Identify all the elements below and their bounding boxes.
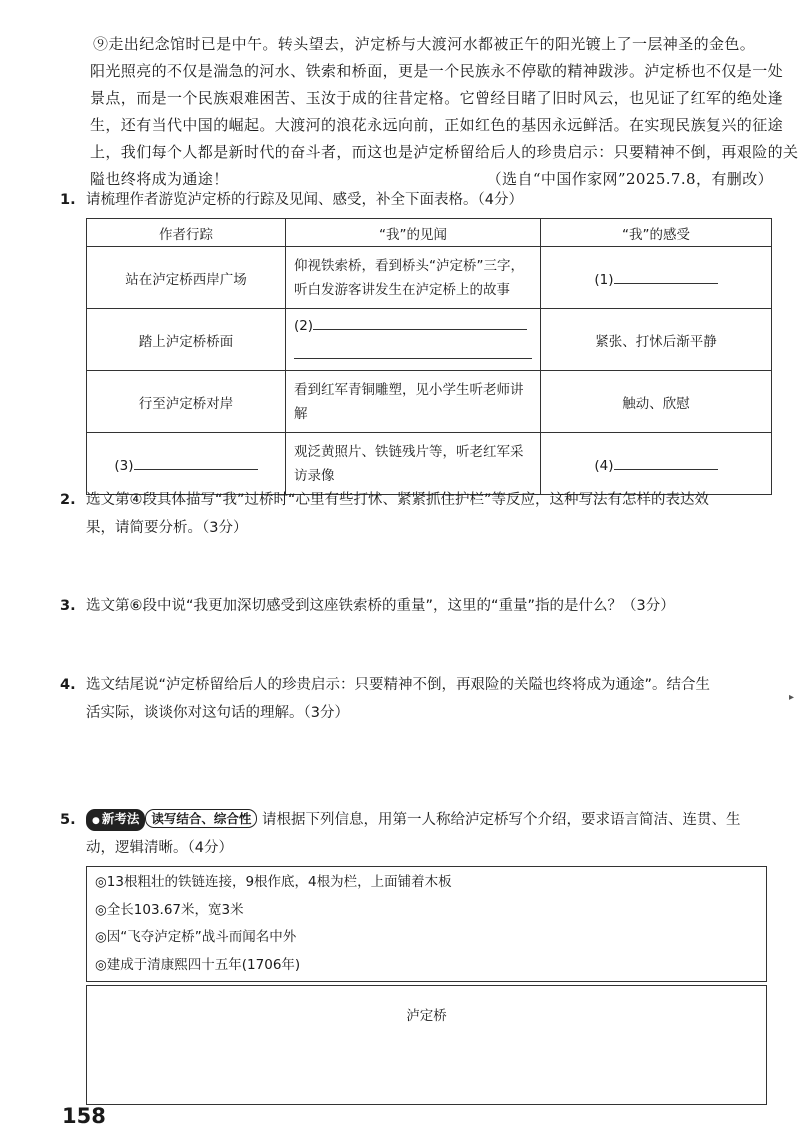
answer-blank[interactable] <box>313 313 527 330</box>
table-cell: 踏上泸定桥桥面 <box>87 309 286 371</box>
passage-source: （选自“中国作家网”2025.7.8，有删改） <box>486 170 773 188</box>
blank-label: (2) <box>293 317 314 334</box>
passage-line: 生，还有当代中国的崛起。大渡河的浪花永远向前，正如红色的基因永远鲜活。在实现民族复兴的征途 <box>90 116 784 134</box>
blank-label: (4) <box>594 458 614 474</box>
question-number: 4. <box>60 677 76 693</box>
question-3 <box>60 592 772 620</box>
question-text: 活实际，谈谈你对这句话的理解。（3分） <box>86 705 349 721</box>
question-text: 选文结尾说“泸定桥留给后人的珍贵启示：只要精神不倒，再艰险的关隘也终将成为通途”。结合生 <box>86 677 711 693</box>
table-cell: 站在泸定桥西岸广场 <box>87 247 286 309</box>
edge-mark: ▸ <box>789 692 795 703</box>
table-cell: 行至泸定桥对岸 <box>87 371 286 433</box>
info-item: ◎因“飞夺泸定桥”战斗而闻名中外 <box>95 929 297 945</box>
answer-blank[interactable] <box>134 453 258 470</box>
table-header: “我”的感受 <box>540 219 771 247</box>
table-header: “我”的见闻 <box>285 219 540 247</box>
answer-box-title: 泸定桥 <box>406 1008 447 1024</box>
skill-tag: 读写结合、综合性 <box>145 809 257 828</box>
question-number: 5. <box>60 812 76 828</box>
question-number: 2. <box>60 492 76 508</box>
question-number: 1. <box>60 192 76 208</box>
writing-answer-box[interactable] <box>86 985 767 1105</box>
table-header-row <box>87 219 772 247</box>
passage-line: 上，我们每个人都是新时代的奋斗者，而这也是泸定桥留给后人的珍贵启示：只要精神不倒，再艰险的关 <box>90 143 799 161</box>
question-number: 3. <box>60 598 76 614</box>
table-row <box>87 371 772 433</box>
info-item: ◎13根粗壮的铁链连接，9根作底，4根为栏，上面铺着木板 <box>95 874 452 890</box>
table-cell: 触动、欣慰 <box>540 371 771 433</box>
passage-line: ⑨走出纪念馆时已是中午。转头望去，泸定桥与大渡河水都被正午的阳光镀上了一层神圣的金色。 <box>93 35 756 53</box>
itinerary-table <box>86 218 772 495</box>
table-row <box>87 247 772 309</box>
info-item: ◎建成于清康熙四十五年(1706年) <box>95 956 301 973</box>
question-text: 请根据下列信息，用第一人称给泸定桥写个介绍，要求语言简洁、连贯、生 <box>262 812 741 828</box>
question-2 <box>60 486 772 542</box>
question-1 <box>60 186 772 214</box>
question-text: 请梳理作者游览泸定桥的行踪及见闻、感受，补全下面表格。（4分） <box>86 192 523 208</box>
reading-passage <box>90 31 799 193</box>
tag-label: 新考法 <box>101 811 140 826</box>
passage-line: 景点，而是一个民族艰难困苦、玉汝于成的往昔定格。它曾经目睹了旧时风云，也见证了红军的绝处逢 <box>90 89 784 107</box>
question-text: 果，请简要分析。（3分） <box>86 520 248 536</box>
answer-blank[interactable] <box>614 267 718 284</box>
table-cell: 仰视铁索桥，看到桥头“泸定桥”三字，听白发游客讲发生在泸定桥上的故事 <box>285 247 540 309</box>
passage-line: 阳光照亮的不仅是湍急的河水、铁索和桥面，更是一个民族永不停歇的精神跋涉。泸定桥也不仅是一处 <box>90 62 784 80</box>
question-4 <box>60 671 772 727</box>
question-5 <box>60 806 772 862</box>
answer-cell[interactable] <box>285 309 540 371</box>
table-cell: 看到红军青铜雕塑，见小学生听老师讲解 <box>285 371 540 433</box>
passage-line: 隘也终将成为通途！ <box>90 170 229 188</box>
table-cell: 紧张、打怵后渐平静 <box>540 309 771 371</box>
answer-blank[interactable] <box>294 342 532 359</box>
new-method-tag <box>86 809 145 831</box>
answer-blank[interactable] <box>614 453 718 470</box>
question-text: 选文第④段具体描写“我”过桥时“心里有些打怵、紧紧抓住护栏”等反应，这种写法有怎样的表达效 <box>86 492 710 508</box>
table-cell: 观泛黄照片、铁链残片等，听老红军采访录像 <box>285 433 540 495</box>
question-text: 动，逻辑清晰。（4分） <box>86 840 233 856</box>
info-box <box>86 866 767 982</box>
bulb-icon: ● <box>92 816 100 826</box>
blank-label: (1) <box>594 272 614 288</box>
question-text: 选文第⑥段中说“我更加深切感受到这座铁索桥的重量”，这里的“重量”指的是什么？（3分） <box>86 598 675 614</box>
table-row <box>87 309 772 371</box>
info-item: ◎全长103.67米，宽3米 <box>95 901 244 918</box>
blank-label: (3) <box>114 458 134 474</box>
page-number: 158 <box>62 1104 106 1128</box>
answer-cell[interactable] <box>540 247 771 309</box>
table-header: 作者行踪 <box>87 219 286 247</box>
